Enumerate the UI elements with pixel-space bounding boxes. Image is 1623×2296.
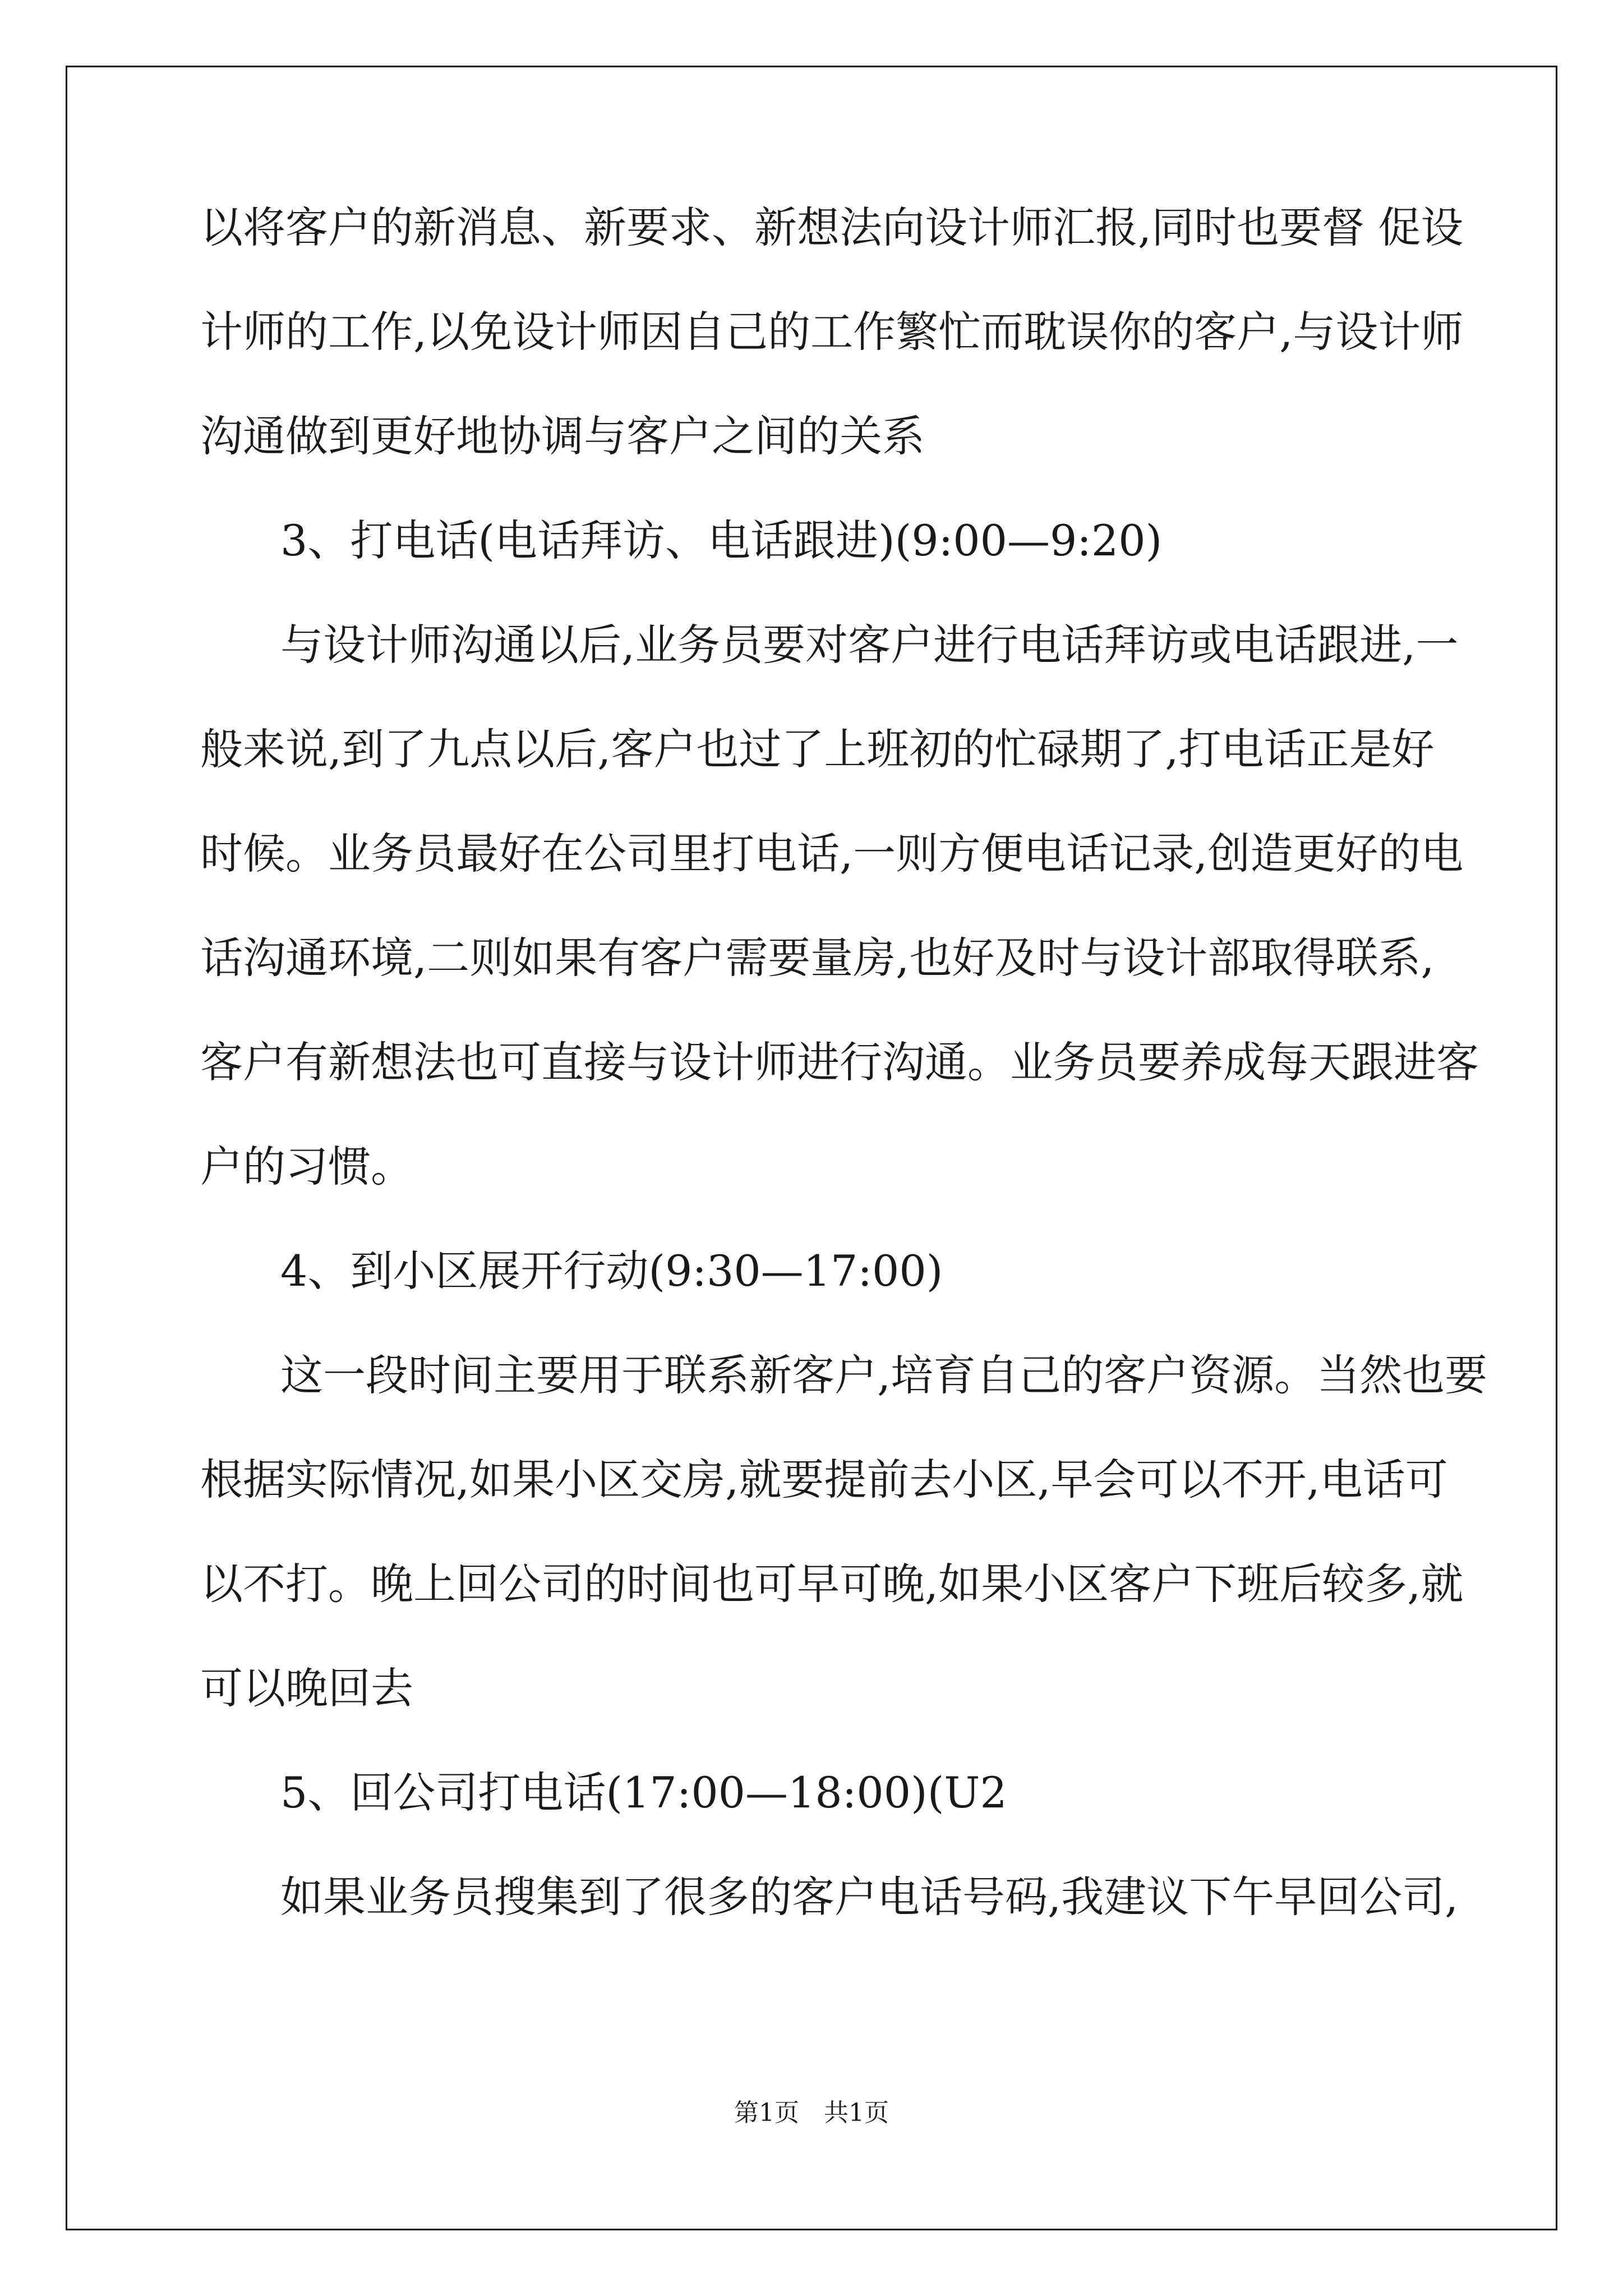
- body-line-5: 与设计师沟通以后,业务员要对客户进行电话拜访或电话跟进,一: [280, 620, 1459, 670]
- body-line-8: 话沟通环境,二则如果有客户需要量房,也好及时与设计部取得联系,: [200, 933, 1435, 983]
- body-line-1: 以将客户的新消息、新要求、新想法向设计师汇报,同时也要督 促设: [200, 203, 1464, 252]
- body-line-3: 沟通做到更好地协调与客户之间的关系: [200, 411, 925, 461]
- body-line-6: 般来说,到了九点以后,客户也过了上班初的忙碌期了,打电话正是好: [200, 724, 1435, 774]
- section-heading-5: 5、回公司打电话(17:00—18:00)(U2: [280, 1768, 1007, 1818]
- body-line-2: 计师的工作,以免设计师因自己的工作繁忙而耽误你的客户,与设计师: [200, 307, 1464, 357]
- body-line-12: 这一段时间主要用于联系新客户,培育自己的客户资源。当然也要: [280, 1350, 1488, 1400]
- body-line-10: 户的习惯。: [200, 1142, 413, 1191]
- body-line-7: 时候。业务员最好在公司里打电话,一则方便电话记录,创造更好的电: [200, 829, 1464, 878]
- body-line-9: 客户有新想法也可直接与设计师进行沟通。业务员要养成每天跟进客: [200, 1037, 1479, 1087]
- body-line-13: 根据实际情况,如果小区交房,就要提前去小区,早会可以不开,电话可: [200, 1455, 1448, 1504]
- section-heading-4: 4、到小区展开行动(9:30—17:00): [280, 1246, 943, 1296]
- section-heading-3: 3、打电话(电话拜访、电话跟进)(9:00—9:20): [280, 516, 1163, 565]
- page-footer: 第1页 共1页: [734, 2099, 889, 2127]
- body-line-14: 以不打。晚上回公司的时间也可早可晚,如果小区客户下班后较多,就: [200, 1559, 1464, 1609]
- body-line-17: 如果业务员搜集到了很多的客户电话号码,我建议下午早回公司,: [280, 1872, 1459, 1922]
- body-line-15: 可以晚回去: [200, 1663, 413, 1713]
